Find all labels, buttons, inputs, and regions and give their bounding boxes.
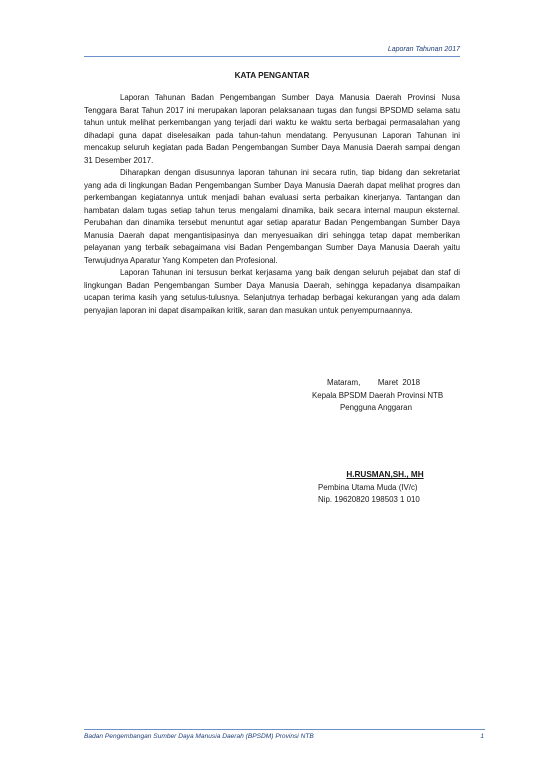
signature-role: Pengguna Anggaran bbox=[340, 403, 412, 412]
body-text bbox=[84, 92, 460, 317]
signature-position: Kepala BPSDM Daerah Provinsi NTB bbox=[312, 390, 444, 400]
signer-name: H.RUSMAN,SH., MH bbox=[346, 470, 424, 479]
signer-block bbox=[300, 469, 470, 507]
signature-block bbox=[300, 377, 470, 415]
paragraph-1: Laporan Tahunan Badan Pengembangan Sumber Daya Manusia Daerah Provinsi Nusa Tenggara Barat Tahun 2017 ini merupakan laporan pelaksanaan tugas dan fungsi BPSDMD selama satu tahun untuk melihat perkembangan yang terjadi dari waktu ke waktu serta berbagai permasalahan yang dihadapi guna dapat diselesaikan pada tahun-tahun mendatang. Penyusunan Laporan Tahunan ini mencakup seluruh kegiatan pada Badan Pengembangan Sumber Daya Manusia Daerah sampai dengan 31 Desember 2017. bbox=[84, 93, 460, 165]
footer-divider bbox=[84, 729, 485, 730]
paragraph-3: Laporan Tahunan ini tersusun berkat kerjasama yang baik dengan seluruh pejabat dan staf di lingkungan Badan Pengembangan Sumber Daya Manusia Daerah, sehingga kepadanya disampaikan ucapan terima kasih yang setulus-tulusnya. Selanjutnya terhadap berbagai kekurangan yang ada dalam penyajian laporan ini dapat disampaikan kritik, saran dan masukan untuk penyempurnaannya. bbox=[84, 268, 460, 315]
page-number: 1 bbox=[480, 733, 484, 740]
signer-nip: Nip. 19620820 198503 1 010 bbox=[318, 495, 420, 504]
signature-place-date: Mataram, Maret 2018 bbox=[327, 378, 420, 387]
running-footer: Badan Pengembangan Sumber Daya Manusia Daerah (BPSDM) Provinsi NTB bbox=[84, 733, 314, 740]
signer-rank: Pembina Utama Muda (IV/c) bbox=[318, 482, 418, 492]
running-header: Laporan Tahunan 2017 bbox=[387, 46, 460, 53]
page-title: KATA PENGANTAR bbox=[234, 71, 310, 80]
paragraph-2: Diharapkan dengan disusunnya laporan tahunan ini secara rutin, tiap bidang dan sekretariat yang ada di lingkungan Badan Pengembangan Sumber Daya Manusia Daerah dapat melihat progres dan perkembangan kegiatannya untuk menjadi bahan evaluasi serta perbaikan kinerjanya. Tantangan dan hambatan dalam tugas setiap tahun terus mengalami dinamika, baik secara internal maupun eksternal. Perubahan dan dinamika tersebut menuntut agar setiap aparatur Badan Pengembangan Sumber Daya Manusia Daerah dapat mengantisipasinya dan menyesuaikan diri sehingga tetap dapat memberikan pelayanan yang terbaik sebagaimana visi Badan Pengembangan Sumber Daya Manusia Daerah yaitu Terwujudnya Aparatur Yang Kompeten dan Profesional. bbox=[84, 168, 460, 265]
header-divider bbox=[84, 56, 460, 57]
